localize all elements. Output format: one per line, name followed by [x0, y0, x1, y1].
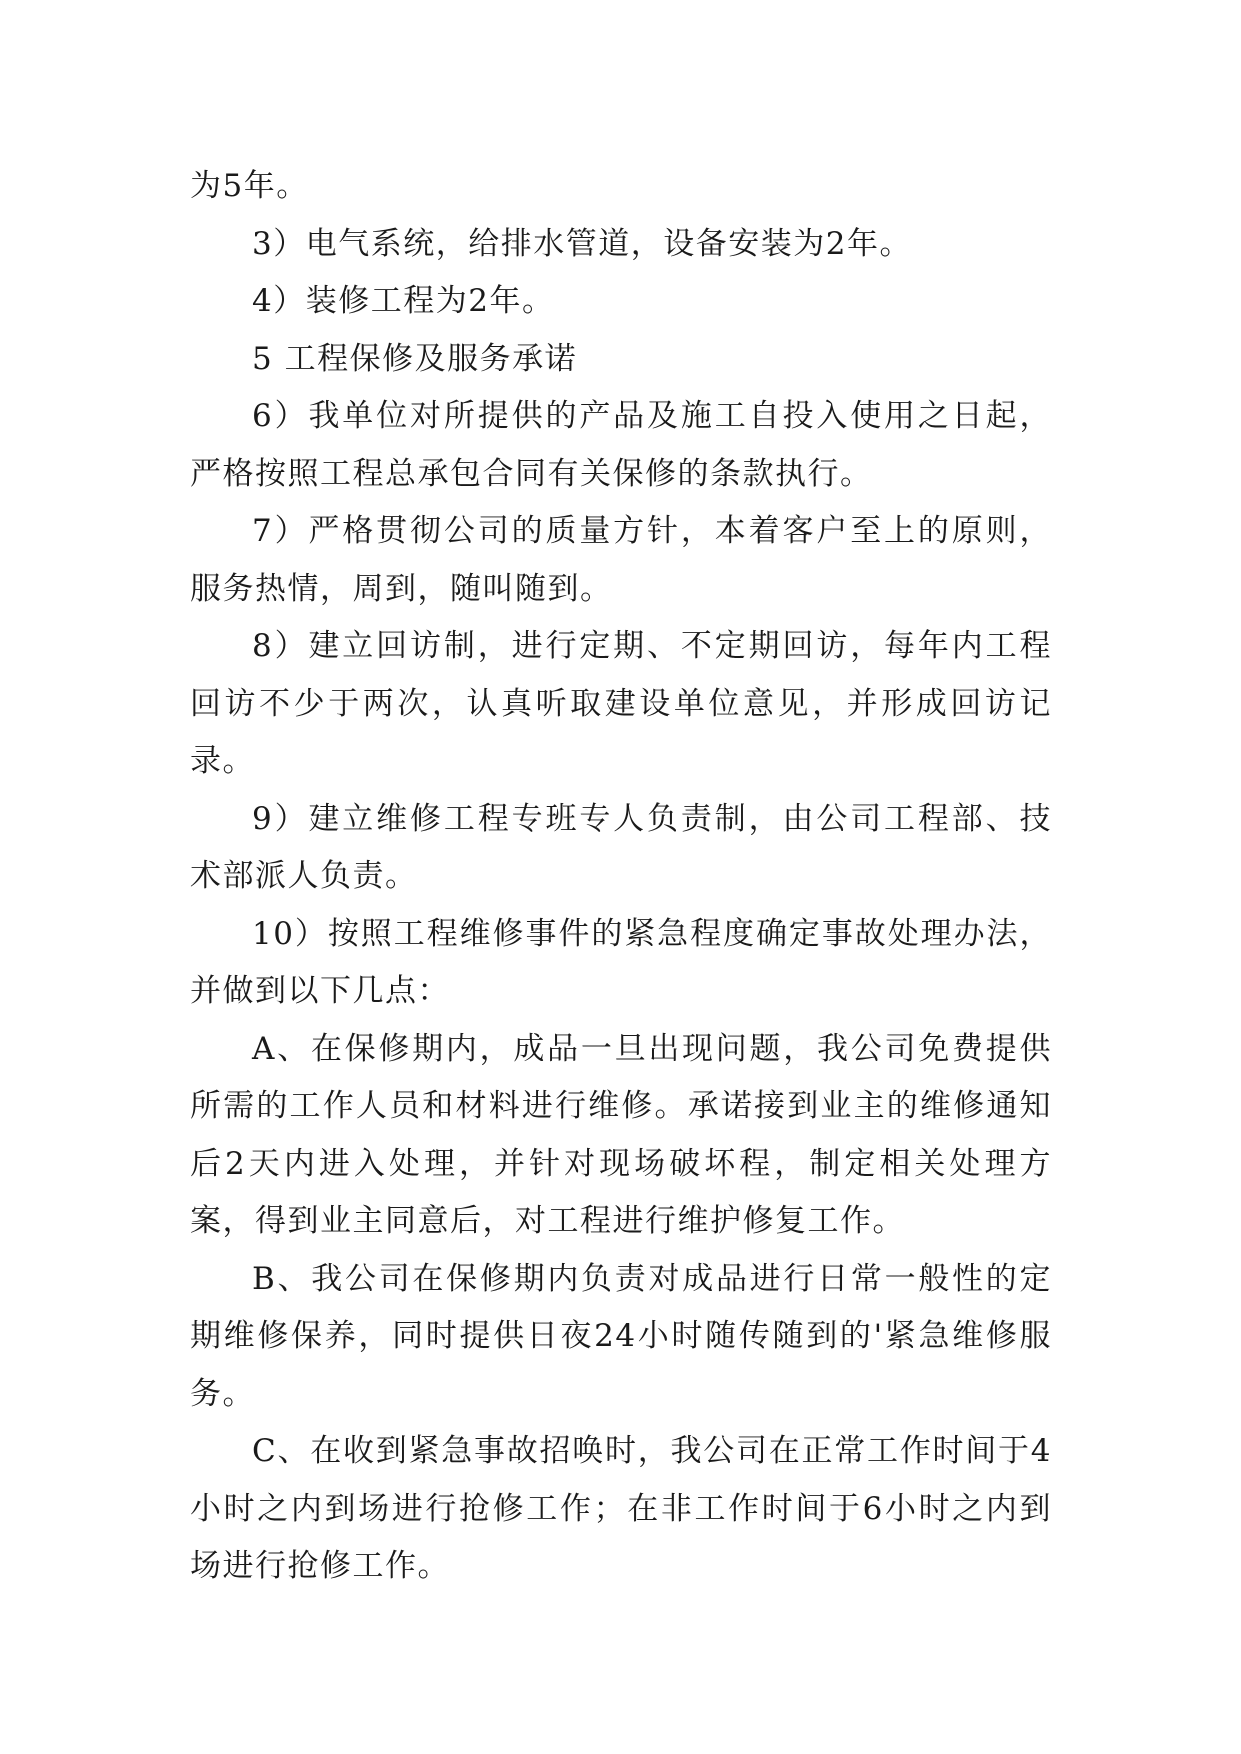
- paragraph-item-9: 9）建立维修工程专班专人负责制，由公司工程部、技术部派人负责。: [190, 800, 1052, 894]
- paragraph-item-4: 4）装修工程为2年。: [252, 283, 555, 319]
- document-body: [190, 158, 1052, 1596]
- paragraph-item-a: A、在保修期内，成品一旦出现问题，我公司免费提供所需的工作人员和材料进行维修。承诺接到业主的维修通知后2天内进入处理，并针对现场破坏程，制定相关处理方案，得到业主同意后，对工程进行维护修复工作。: [190, 1030, 1052, 1239]
- paragraph-item-b: B、我公司在保修期内负责对成品进行日常一般性的定期维修保养，同时提供日夜24小时随传随到的'紧急维修服务。: [190, 1260, 1052, 1412]
- paragraph-item-8: 8）建立回访制，进行定期、不定期回访，每年内工程回访不少于两次，认真听取建设单位意见，并形成回访记录。: [190, 628, 1052, 779]
- paragraph-continuation: 为5年。: [190, 168, 309, 204]
- paragraph-item-7: 7）严格贯彻公司的质量方针，本着客户至上的原则，服务热情，周到，随叫随到。: [190, 513, 1052, 607]
- paragraph-item-6: 6）我单位对所提供的产品及施工自投入使用之日起，严格按照工程总承包合同有关保修的条款执行。: [190, 398, 1052, 492]
- paragraph-item-10: 10）按照工程维修事件的紧急程度确定事故处理办法，并做到以下几点：: [190, 915, 1052, 1009]
- paragraph-item-3: 3）电气系统，给排水管道，设备安装为2年。: [252, 225, 912, 262]
- paragraph-item-c: C、在收到紧急事故招唤时，我公司在正常工作时间于4小时之内到场进行抢修工作；在非工作时间于6小时之内到场进行抢修工作。: [190, 1433, 1052, 1584]
- section-heading: 5 工程保修及服务承诺: [252, 340, 578, 377]
